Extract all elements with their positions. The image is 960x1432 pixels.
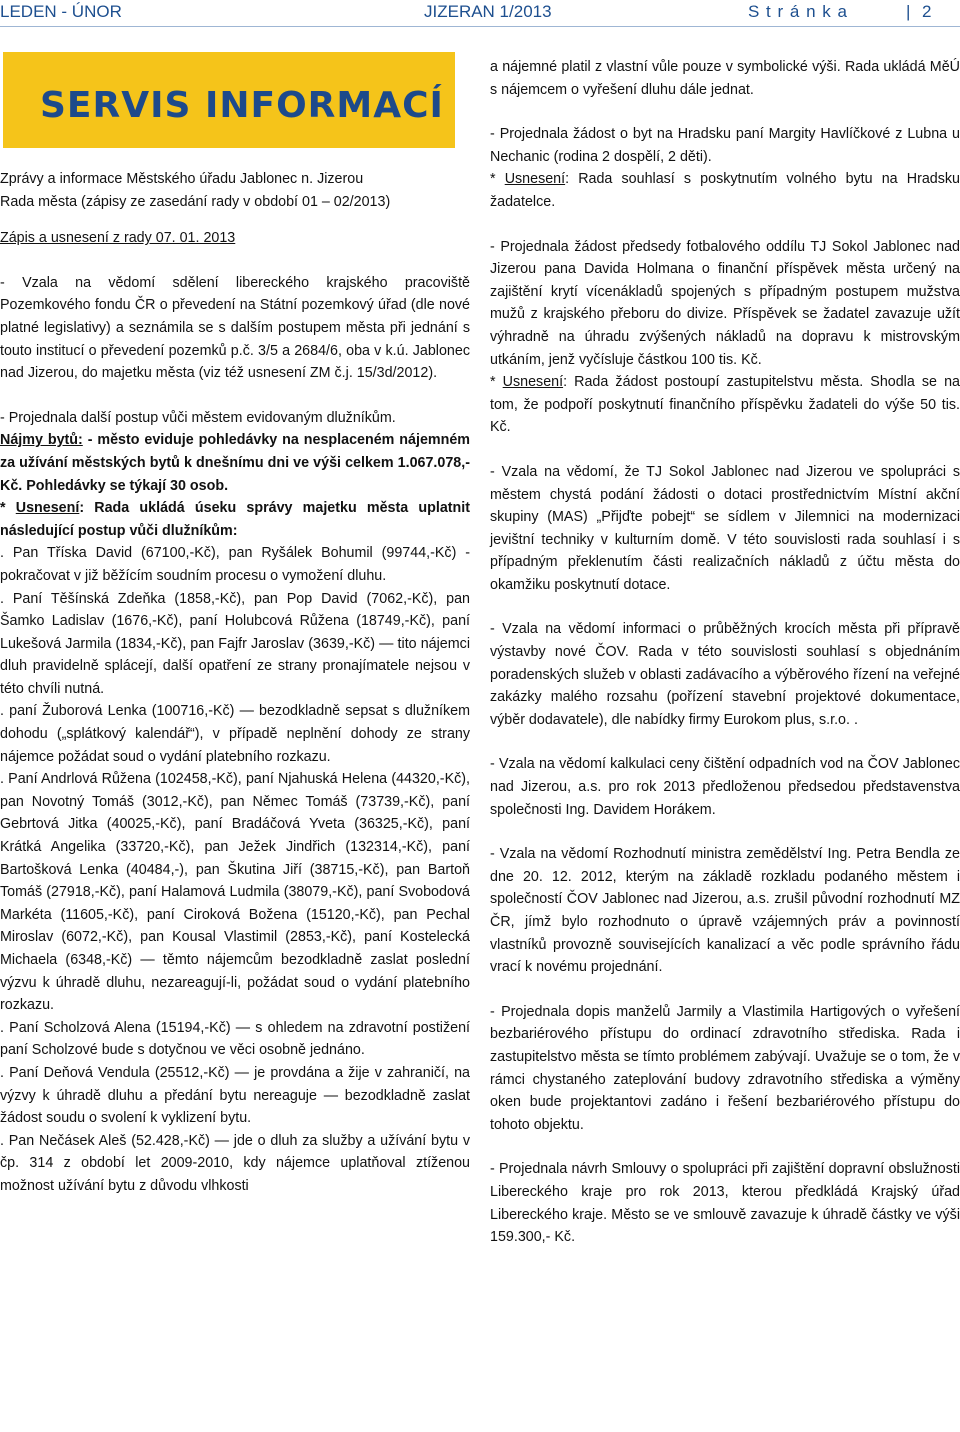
paragraph-wastewater-plant: - Vzala na vědomí informaci o průběžných krocích města při přípravě výstavby nové ČOV. Rada v této souvislosti souhlasí s objednáním poradenských služeb v oblasti zadávacího a výběrového řízení na veřejné zakázky malého rozsahu (pořízení stavební projektové dokumentace, výběr dodavatele), dle nabídky firmy Eurokom plus, s.r.o. . [490, 621, 960, 728]
right-column [490, 56, 960, 1249]
page-header [0, 0, 960, 27]
resolution-label: Usnesení [502, 374, 564, 391]
resolution-debtors [0, 497, 470, 542]
debtor-item-4: . Paní Andrlová Růžena (102458,-Kč), paní Njahuská Helena (44320,-Kč), pan Novotný Tomáš (3012,-Kč), pan Němec Tomáš (73739,-Kč), paní Gebrtová Jitka (40025,-Kč), paní Bradáčová Yveta (36325,-Kč), paní Krátká Angelika (33720,-Kč), pan Ježek Jindřich (132314,-Kč), paní Bartošková Lenka (40484,-), pan Škutina Jiří (38715,-Kč), pan Bartoň Tomáš (27918,-Kč), paní Halamová Ludmila (38079,-Kč), paní Svobodová Markéta (11605,-Kč), paní Ciroková Božena (15120,-Kč), pan Pechal Miroslav (6072,-Kč), pan Kousal Vlastimil (2853,-Kč), paní Kostelecká Michaela (6348,-Kč) — těmto nájemcům bezodkladně zaslat poslední výzvu k úhradě dluhu, nezareagují-li, požádat soud o vydání platebního rozkazu. [0, 771, 470, 1014]
resolution-text: : Rada souhlasí s poskytnutím volného bytu na Hradsku žadatelce. [490, 171, 960, 210]
debtor-item-6: . Paní Deňová Vendula (25512,-Kč) — je provdána a žije v zahraničí, na výzvy k úhradě dluhu a předání bytu nereaguje — bezodkladně zaslat žádost soudu o svolení k vyklizení bytu. [0, 1064, 470, 1127]
debtor-item-1: . Pan Tříska David (67100,-Kč), pan Ryšálek Bohumil (99744,-Kč) - pokračovat v již běžícím soudním procesu o vymožení dluhu. [0, 545, 470, 584]
header-issue-months: LEDEN - ÚNOR [0, 2, 122, 21]
resolution-label: Usnesení [15, 500, 80, 517]
header-page-number: 2 [922, 2, 932, 21]
left-column [0, 168, 470, 1198]
resolution-star: * [490, 374, 503, 391]
resolution-star: * [0, 500, 16, 517]
debtor-item-3: . paní Žuborová Lenka (100716,-Kč) — bezodkladně sepsat s dlužníkem dohodu („splátkový kalendář“), v případě neplnění dohody ze strany nájemce požádat soud o vydání platebního rozkazu. [0, 703, 470, 765]
paragraph-transport-contract: - Projednala návrh Smlouvy o spolupráci při zajištění dopravní obslužnosti Libereckého kraje pro rok 2013, kterou předkládá Krajský úřad Libereckého kraje. Město se ve smlouvě zavazuje k úhradě částky ve výši 159.300,- Kč. [490, 1161, 960, 1246]
paragraph-rent-debts [0, 429, 470, 497]
resolution-flat [490, 168, 960, 213]
rent-text: - město eviduje pohledávky na nesplaceném nájemném za užívání městských bytů k dnešnímu dni ve výši celkem 1.067.078,- Kč. Pohledávky se týkají 30 osob. [0, 432, 471, 494]
minutes-heading: Zápis a usnesení z rady 07. 01. 2013 [0, 230, 236, 247]
intro-line-2: Rada města (zápisy ze zasedání rady v období 01 – 02/2013) [0, 193, 391, 210]
paragraph-water-price: - Vzala na vědomí kalkulaci ceny čištění odpadních vod na ČOV Jablonec nad Jizerou, a.s. pro rok 2013 předloženou předsedou představenstva společnosti Ing. Davidem Horákem. [490, 756, 960, 818]
section-title: SERVIS INFORMACÍ [40, 85, 444, 126]
paragraph-rent-continued: a nájemné platil z vlastní vůle pouze v symbolické výši. Rada ukládá MěÚ s nájemcem o vyřešení dluhu dále jednat. [490, 59, 960, 98]
rent-label: Nájmy bytů: [0, 432, 83, 449]
paragraph-land-fund: - Vzala na vědomí sdělení libereckého krajského pracoviště Pozemkového fondu ČR o převedení na Státní pozemkový úřad (dle nové platné legislativy) a seznámila se s dalším postupem města při jednání s touto institucí o převedení pozemků p.č. 3/5 a 2684/6, oba v k.ú. Jablonec nad Jizerou, do majetku města (viz též usnesení ZM č.j. 15/3d/2012). [0, 274, 470, 382]
paragraph-ministry-decision: - Vzala na vědomí Rozhodnutí ministra zemědělství Ing. Petra Bendla ze dne 20. 12. 2012, kterým na základě rozkladu podaného městem i společností ČOV Jablonec nad Jizerou, a.s. zrušil původní rozhodnutí MZ ČR, jímž bylo rozhodnuto o úpravě vzájemných práv a povinností vlastníků provozně souvisejících kanalizací a věc podle správního řádu vrací k novému projednání. [490, 846, 960, 976]
resolution-text: : Rada žádost postoupí zastupitelstvu města. Shodla se na tom, že podpoří poskytnutí finančního příspěvku žadateli do výše 50 tis. Kč. [490, 374, 960, 436]
debtor-item-7: . Pan Nečásek Aleš (52.428,-Kč) — jde o dluh za služby a užívání bytu v čp. 314 z období let 2009-2010, kdy nájemce uplatňoval ztíženou možnost užívání bytu z důvodu vlhkosti [0, 1132, 470, 1194]
intro-line-1: Zprávy a informace Městského úřadu Jablonec n. Jizerou [0, 171, 364, 187]
paragraph-barrier-free: - Projednala dopis manželů Jarmily a Vlastimila Hartigových o vyřešení bezbariérového přístupu do ordinací zdravotního střediska. Rada i zastupitelstvo města se tímto problémem zabývají. Uvažuje se o tom, že v rámci chystaného zateplování budovy zdravotního střediska a výměny oken bude projektantovi zadáno i řešení bezbariérového přístupu do tohoto objektu. [490, 1003, 960, 1133]
resolution-text: : Rada ukládá úseku správy majetku města uplatnit následující postup vůči dlužníkům: [0, 500, 470, 539]
debtor-item-5: . Paní Scholzová Alena (15194,-Kč) — s ohledem na zdravotní postižení paní Scholzové bude s dotyčnou ve věci osobně jednáno. [0, 1019, 470, 1059]
resolution-star: * [490, 171, 505, 188]
header-page-label: S t r á n k a [748, 2, 848, 21]
paragraph-debtors: - Projednala další postup vůči městem evidovaným dlužníkům. [0, 409, 396, 426]
paragraph-football-club: - Projednala žádost předsedy fotbalového oddílu TJ Sokol Jablonec nad Jizerou pana Davida Holmana o finanční příspěvek města určený na zajištění krytí vícenákladů spojených s případným postupem mužstva mužů z krajského přeboru do divize. Příspěvek se žadatel zavazuje užít výhradně na úhradu zvýšených nákladů na dopravu k mistrovským utkáním, jenž vyčísluje částkou 100 tis. Kč. [490, 238, 960, 368]
paragraph-flat-request: - Projednala žádost o byt na Hradsku paní Margity Havlíčkové z Lubna u Nechanic (rodina 2 dospělí, 2 děti). [490, 126, 960, 165]
paragraph-sokol-grant: - Vzala na vědomí, že TJ Sokol Jablonec nad Jizerou ve spolupráci s městem chystá podání žádosti o dotaci prostřednictvím Místní akční skupiny (MAS) „Přijďte pobejt“ se sídlem v Jilemnici na modernizaci jevištní techniky v kulturním domě. V této souvislosti rada souhlasí i s případným překlenutím části realizačních nákladů z účtu města do okamžiku poskytnutí dotace. [490, 463, 960, 593]
resolution-label: Usnesení [504, 171, 566, 188]
resolution-football [490, 371, 960, 439]
debtor-item-2: . Paní Těšínská Zdeňka (1858,-Kč), pan Pop David (7062,-Kč), pan Šamko Ladislav (1676,-Kč), paní Holubcová Růžena (18749,-Kč), paní Lukešová Jarmila (1834,-Kč), pan Fajfr Jaroslav (3639,-Kč) — tito nájemci dluh pravidelně splácejí, další opatření ze strany pronajímatele nejsou v této chvíli nutná. [0, 590, 470, 697]
header-magazine-issue: JIZERAN 1/2013 [424, 2, 552, 21]
header-separator: | [906, 2, 911, 21]
